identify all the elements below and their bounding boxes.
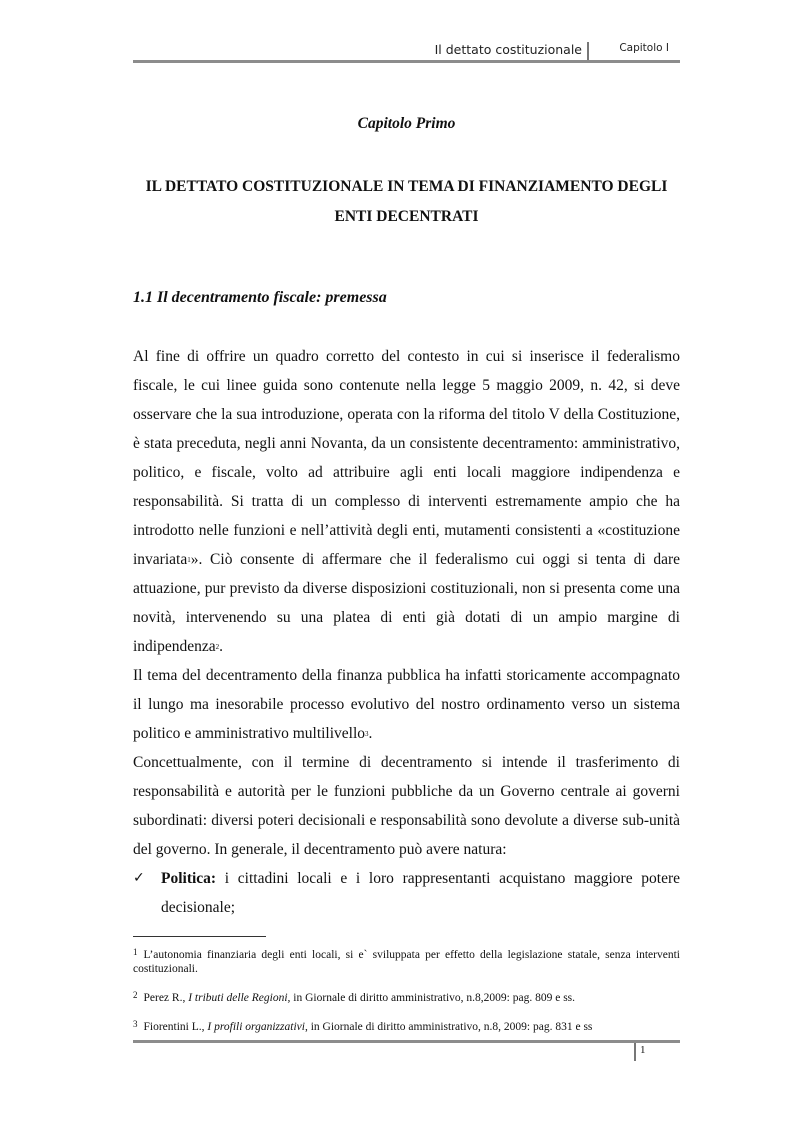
paragraph: Al fine di offrire un quadro corretto del contesto in cui si inserisce il federalismo fiscale, le cui linee guida sono contenute nella legge 5 maggio 2009, n. 42, si deve osservare che la sua introduzione, operata con la riforma del titolo V della Costituzione, è stata preceduta, negli anni Novanta, da un consistente decentramento: amministrativo, politico, e fiscale, volto ad attribuire agli enti locali maggiore indipendenza e responsabilità. Si tratta di un complesso di interventi estremamente ampio che ha introdotto nelle funzioni e nell’attività degli enti, mutamenti consistenti a «costituzione invariata$^1$». Ciò consente di affermare che il federalismo cui oggi si tenta di dare attuazione, pur previsto da diverse disposizioni costituzionali, non si presenta come una novità, intervenendo su una platea di enti già dotati di un ampio margine di indipendenza$^2$. [133,348,680,655]
footer-divider [634,1043,636,1061]
footnote: $^3$ Fiorentini L., I profili organizzativi, in Giornale di diritto amministrativo, n.8, 2009: pag. 831 e ss [133,1019,593,1033]
footnotes [133,945,680,1046]
chapter-heading: Capitolo Primo [357,115,456,132]
footer-rule [133,1040,680,1043]
footnote: $^2$ Perez R., I tributi delle Regioni, in Giornale di diritto amministrativo, n.8,2009: pag. 809 e ss. [133,990,576,1004]
footnote-ref[interactable]: 3 [365,730,369,738]
footnote-ref[interactable]: 1 [187,556,191,564]
main-title-line-1: IL DETTATO COSTITUZIONALE IN TEMA DI FINANZIAMENTO DEGLI [145,178,668,195]
footnote-separator [133,936,266,937]
page-number: 1 [640,1044,646,1056]
paragraph: Il tema del decentramento della finanza pubblica ha infatti storicamente accompagnato il lungo ma inesorabile processo evolutivo del nostro ordinamento verso un sistema politico e amministrativo multilivello$^3$. [133,667,680,742]
main-title [133,172,680,232]
chapter-label: Capitolo I [619,42,669,54]
checkmark-icon: ✓ [133,870,145,886]
header-divider [587,42,589,62]
running-title: Il dettato costituzionale [434,42,582,57]
running-header [133,42,678,60]
main-title-line-2: ENTI DECENTRATI [334,208,479,225]
section-heading: 1.1 Il decentramento fiscale: premessa [133,289,387,306]
footnote-ref[interactable]: 2 [215,643,220,651]
list-item: ✓ Politica: i cittadini locali e i loro rappresentanti acquistano maggiore potere decisionale; [133,864,680,922]
paragraph: Concettualmente, con il termine di decentramento si intende il trasferimento di responsabilità e autorità per le funzioni pubbliche da un Governo centrale ai governi subordinati: diversi poteri decisionali e responsabilità sono devolute a diverse sub-unità del governo. In generale, il decentramento può avere natura: [133,754,680,858]
body-text [133,342,680,922]
list-item-label: Politica: [161,870,217,887]
footnote: $^1$ L’autonomia finanziaria degli enti locali, si e` sviluppata per effetto della legislazione statale, senza interventi costituzionali. [133,947,680,975]
header-rule [133,60,680,63]
